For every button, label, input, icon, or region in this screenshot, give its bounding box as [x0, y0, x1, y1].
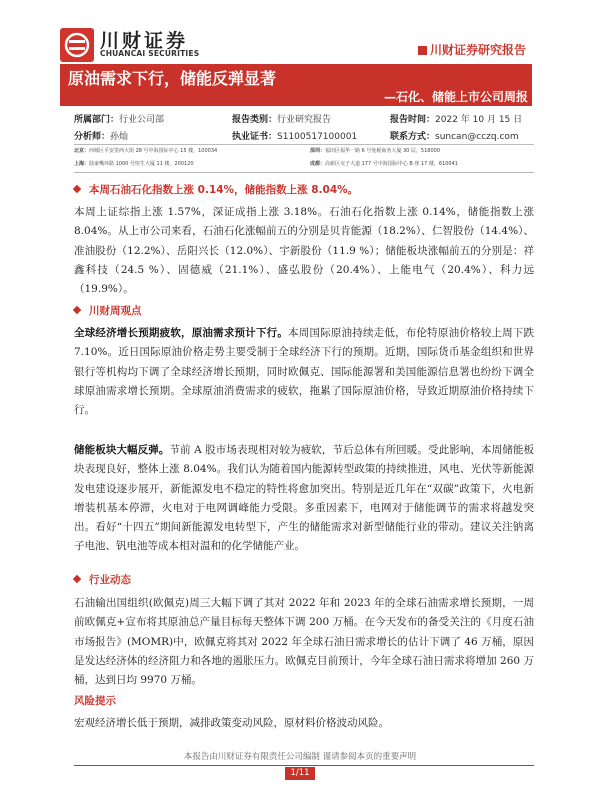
- para-text-storage: 节前 A 股市场表现相对较为疲软，节后总体有所回暖。受此影响，本周储能板块表现良好，整体上涨 8.04%。我们认为随着国内能源转型政策的持续推进，风电、光伏等新能源发电建设逐步展开，新能源发电不稳定的特性将愈加突出。特别是近几年在“双碳”政策下，火电新增装机基本停滞，火电对于电网调峰能力受限。多重因素下，电网对于储能调节的需求将越发突出。看好“十四五”期间新能源发电转型下，产生的储能需求对新型储能行业的带动。建议关注钠离子电池、钒电池等成本相对温和的化学储能产业。: [74, 444, 535, 553]
- cert-value: S1100517100001: [277, 132, 358, 142]
- logo-text-en: CHUANCAI SECURITIES: [100, 49, 200, 58]
- contact-link[interactable]: suncan@cczq.com: [435, 132, 519, 142]
- section-title-viewpoint: 川财周观点: [74, 303, 142, 318]
- section-body-risk: 宏观经济增长低于预期，减排政策变动风险，原材料价格波动风险。: [74, 717, 389, 729]
- report-title: 原油需求下行，储能反弹显著: [68, 69, 277, 88]
- logo-text-cn: 川财证券: [100, 30, 189, 52]
- brand-label: [418, 41, 526, 58]
- report-subtitle: —石化、储能上市公司周报: [383, 90, 528, 104]
- para-text-oil: 本周国际原油持续走低，布伦特原油价格较上周下跌 7.10%。近日国际原油价格走势主要受制于全球经济下行的预期。近期，国际货币基金组织和世界银行等机构均下调了全球经济增长预期，同时欧佩克、国际能源署和美国能源信息署也纷纷下调全球原油需求增长预期。全球原油消费需求的疲软，拖累了国际原油价格，导致近期原油价格持续下行。: [74, 327, 534, 417]
- section-body-oil: [74, 324, 534, 420]
- type-value: 行业研究报告: [277, 115, 332, 125]
- brand-square-icon: [418, 46, 427, 55]
- diamond-bullet-icon: [73, 306, 81, 314]
- address-chengdu: 成都：高新区交子大道 177 号中海国际中心 B 座 17 楼，610041: [310, 161, 458, 167]
- brand-label-text: 川财证券研究报告: [430, 43, 527, 57]
- diamond-bullet-icon: [73, 575, 81, 583]
- company-logo-icon: [60, 28, 94, 62]
- type-label: 报告类别：: [232, 115, 278, 125]
- divider: [74, 172, 534, 173]
- dept-label: 所属部门：: [74, 115, 120, 125]
- address-beijing: 北京：西城区平安里西大街 28 号中海国际中心 15 楼，100034: [74, 148, 218, 154]
- para-lead-oil: 全球经济增长预期疲软，原油需求预计下行。: [74, 327, 289, 339]
- cert-label: 执业证书：: [232, 132, 278, 142]
- footer-disclaimer: 本报告由川财证券有限责任公司编制 谨请参阅本页的重要声明: [183, 752, 417, 762]
- footer-divider: [74, 765, 534, 766]
- analyst-value: 孙灿: [110, 132, 129, 142]
- date-value: 2022 年 10 月 15 日: [435, 115, 523, 125]
- dept-value: 行业公司部: [119, 115, 165, 125]
- page-number: 1/11: [285, 767, 315, 780]
- section-body-index: 本周上证综指上涨 1.57%，深证成指上涨 3.18%。石油石化指数上涨 0.14%，储能指数上涨 8.04%。从上市公司来看，石油石化涨幅前五的分别是贝肯能源（18.2%）、仁智股份（14.4%）、准油股份（12.2%）、岳阳兴长（12.0%）、宇新股份（11.9 %）；储能板块涨幅前五的分别是：祥鑫科技（24.5 %）、固德威（21.1%）、盛弘股份（20.4%）、上能电气（20.4%）、科力远（19.9%）。: [74, 206, 534, 296]
- analyst-label: 分析师：: [74, 132, 111, 142]
- section-body-industry: 石油输出国组织(欧佩克)周三大幅下调了其对 2022 年和 2023 年的全球石油需求增长预期，一周前欧佩克+宣布将其原油总产量目标每天整体下调 200 万桶。在今天发布的备受关注的《月度石油市场报告》(MOMR)中，欧佩克将其对 2022 年全球石油日需求增长的估计下调了 46 万桶，原因是发达经济体的经济阻力和各地的遏胀压力。欧佩克目前预计，今年全球石油日需求将增加 260 万桶，达到日均 9970 万桶。: [74, 597, 534, 687]
- section-title-industry: 行业动态: [74, 572, 131, 587]
- para-lead-storage: 储能板块大幅反弹。: [74, 444, 170, 456]
- address-shanghai: 上海：陆家嘴环路 1000 号恒生大厦 11 楼，200120: [74, 161, 194, 167]
- diamond-bullet-icon: [73, 185, 81, 193]
- divider: [74, 144, 534, 145]
- section-title-risk: 风险提示: [74, 695, 116, 707]
- section-title-index: 本周石油石化指数上涨 0.14%，储能指数上涨 8.04%。: [74, 182, 358, 197]
- address-shenzhen: 深圳：福田区福华一路 6 号免税商务大厦 30 层，518000: [310, 148, 441, 154]
- section-body-storage: [74, 441, 534, 557]
- contact-label: 联系方式：: [390, 132, 436, 142]
- date-label: 报告时间：: [390, 115, 436, 125]
